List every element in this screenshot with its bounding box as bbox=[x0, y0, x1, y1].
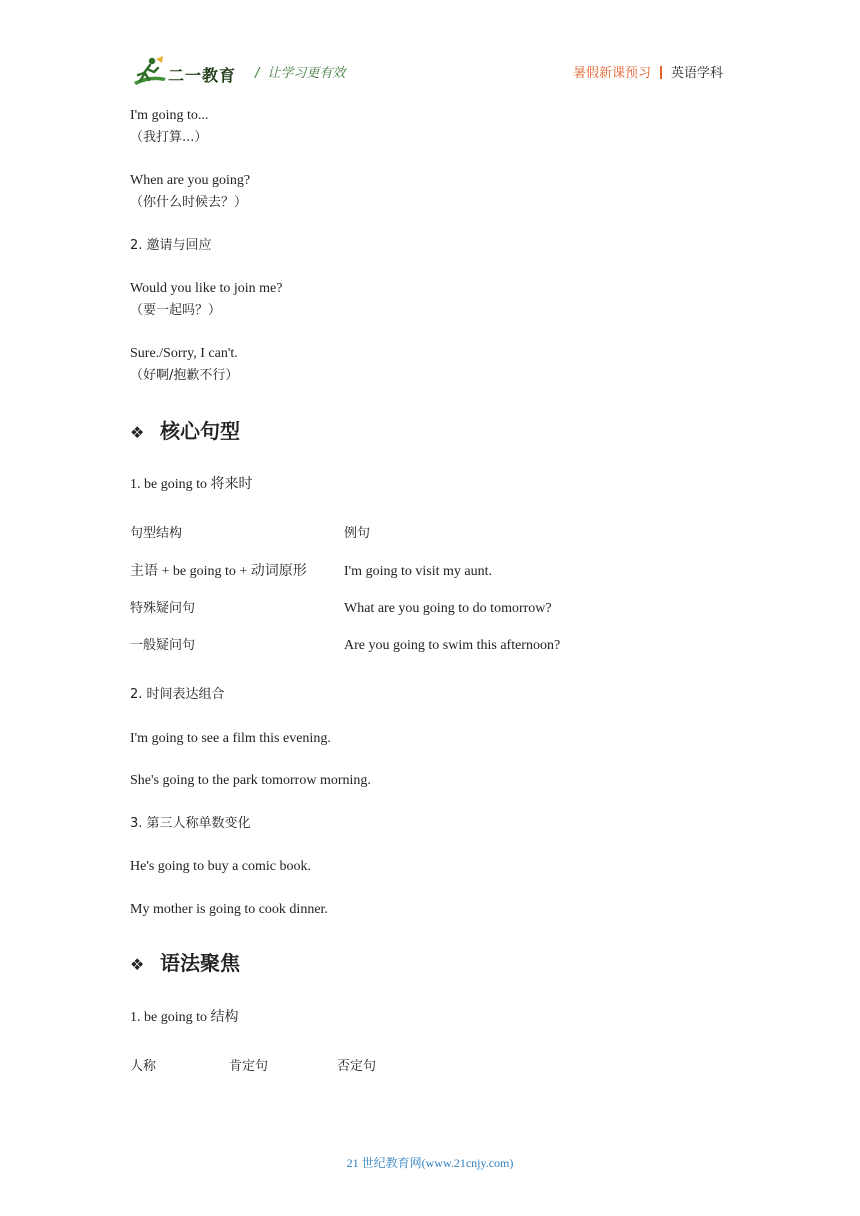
diamond-bullet-icon: ❖ bbox=[130, 955, 145, 974]
logo-text: 二一教育 bbox=[168, 66, 237, 85]
text-line: （好啊/抱歉不行） bbox=[130, 368, 239, 383]
table-header: 例句 bbox=[344, 526, 371, 541]
text-line: I'm going to... bbox=[130, 108, 209, 123]
example-sentence: I'm going to see a film this evening. bbox=[130, 731, 331, 746]
table-cell: I'm going to visit my aunt. bbox=[344, 564, 492, 579]
table-header: 人称 bbox=[130, 1059, 157, 1074]
logo bbox=[130, 54, 240, 90]
example-sentence: He's going to buy a comic book. bbox=[130, 859, 311, 874]
slogan bbox=[255, 62, 345, 81]
slogan-text: 让学习更有效 bbox=[267, 66, 346, 81]
section-heading-grammar-focus bbox=[130, 950, 240, 978]
text-line: When are you going? bbox=[130, 173, 251, 188]
table-header: 否定句 bbox=[337, 1059, 377, 1074]
text-line: Sure./Sorry, I can't. bbox=[130, 346, 238, 361]
section-heading-core-patterns bbox=[130, 418, 240, 446]
text-line: （要一起吗？） bbox=[130, 303, 222, 318]
diamond-bullet-icon: ❖ bbox=[130, 423, 145, 442]
header-right bbox=[573, 62, 723, 81]
section-title: 核心句型 bbox=[160, 419, 240, 443]
table-header: 句型结构 bbox=[130, 526, 183, 541]
subheading: 1. be going to 结构 bbox=[130, 1010, 239, 1025]
table-header: 肯定句 bbox=[229, 1059, 269, 1074]
subject-label: 英语学科 bbox=[670, 66, 723, 81]
section-title: 语法聚焦 bbox=[160, 951, 240, 975]
text-line: （我打算...） bbox=[130, 130, 208, 145]
page-header bbox=[130, 54, 730, 90]
table-cell: 一般疑问句 bbox=[130, 638, 196, 653]
example-sentence: My mother is going to cook dinner. bbox=[130, 902, 328, 917]
text-line: Would you like to join me? bbox=[130, 281, 283, 296]
example-sentence: She's going to the park tomorrow morning. bbox=[130, 773, 371, 788]
table-cell: 特殊疑问句 bbox=[130, 601, 196, 616]
subheading: 2. 邀请与回应 bbox=[130, 238, 212, 253]
table-cell: What are you going to do tomorrow? bbox=[344, 601, 552, 616]
table-cell: 主语 + be going to + 动词原形 bbox=[130, 564, 307, 579]
footer-link[interactable]: 21 世纪教育网(www.21cnjy.com) bbox=[346, 1156, 514, 1170]
subheading: 2. 时间表达组合 bbox=[130, 687, 225, 702]
preview-label: 暑假新课预习 bbox=[572, 66, 651, 81]
subheading: 1. be going to 将来时 bbox=[130, 477, 253, 492]
table-cell: Are you going to swim this afternoon? bbox=[344, 638, 561, 653]
subheading: 3. 第三人称单数变化 bbox=[130, 816, 251, 831]
header-separator bbox=[660, 66, 662, 79]
text-line: （你什么时候去？） bbox=[130, 195, 248, 210]
slogan-slash: / bbox=[255, 66, 260, 81]
